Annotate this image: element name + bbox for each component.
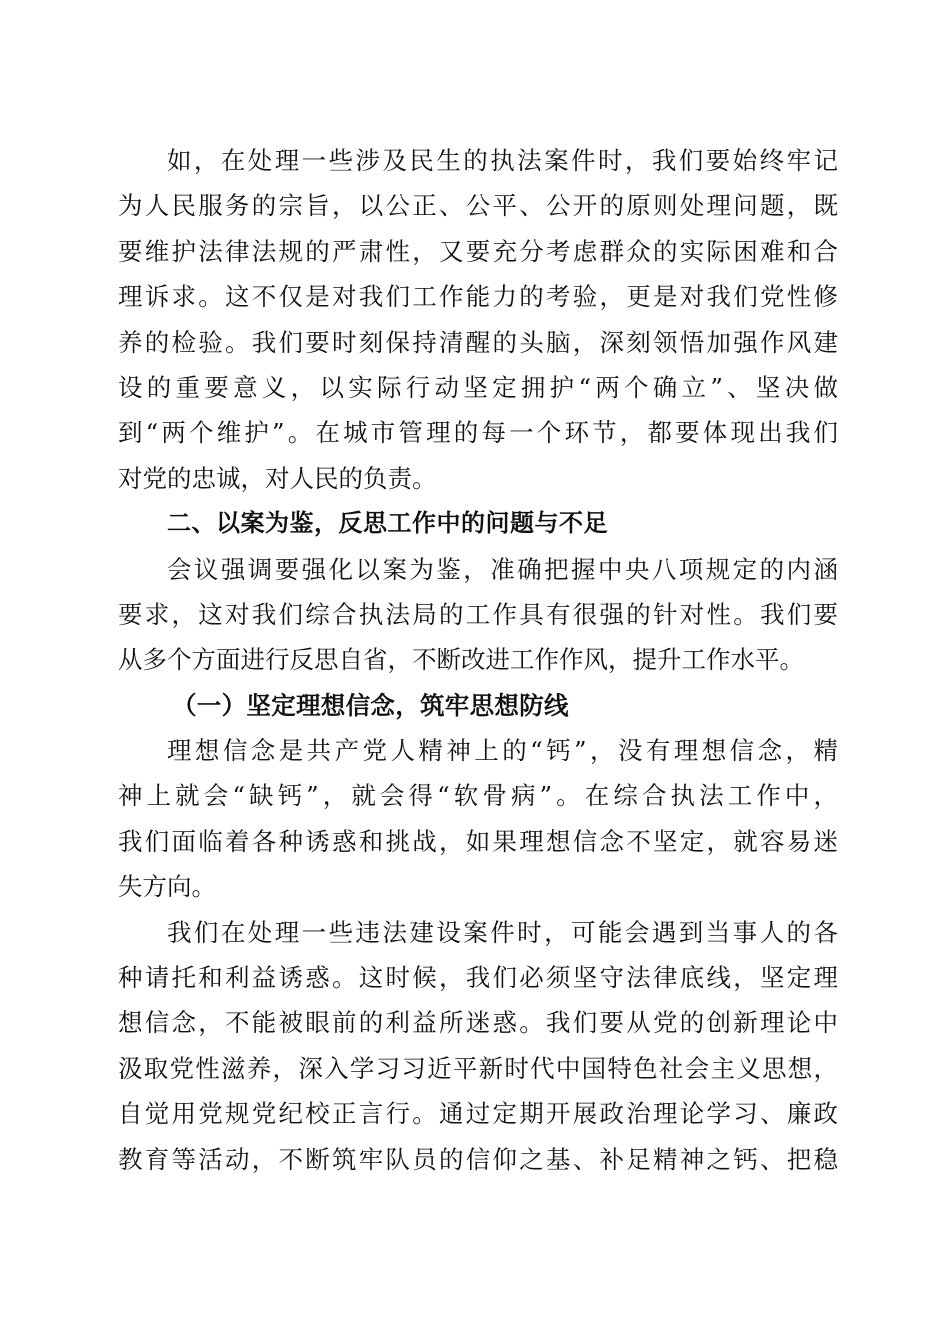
text-line: 为人民服务的宗旨，以公正、公平、公开的原则处理问题，既 — [118, 191, 838, 221]
text-line: 我们在处理一些违法建设案件时，可能会遇到当事人的各 — [167, 917, 838, 947]
text-line: 到“两个维护”。在城市管理的每一个环节，都要体现出我们 — [118, 418, 838, 448]
text-line: 汲取党性滋养，深入学习习近平新时代中国特色社会主义思想， — [118, 1053, 838, 1083]
text-line: 设的重要意义，以实际行动坚定拥护“两个确立”、坚决做 — [118, 372, 838, 402]
text-line: 我们面临着各种诱惑和挑战，如果理想信念不坚定，就容易迷 — [118, 826, 838, 856]
text-line: 对党的忠诚，对人民的负责。 — [118, 463, 437, 493]
paragraph-3 — [118, 728, 838, 910]
document-page — [118, 138, 838, 1182]
text-line: 自觉用党规党纪校正言行。通过定期开展政治理论学习、廉政 — [118, 1099, 838, 1129]
text-line: 养的检验。我们要时刻保持清醒的头脑，深刻领悟加强作风建 — [118, 327, 838, 357]
section-heading: 二、以案为鉴，反思工作中的问题与不足 — [167, 509, 608, 538]
paragraph-2 — [118, 547, 838, 683]
text-line: 理诉求。这不仅是对我们工作能力的考验，更是对我们党性修 — [118, 282, 838, 312]
paragraph-1 — [118, 138, 838, 501]
text-line: 会议强调要强化以案为鉴，准确把握中央八项规定的内涵 — [167, 554, 838, 584]
text-line: 如，在处理一些涉及民生的执法案件时，我们要始终牢记 — [167, 146, 838, 175]
text-line: 想信念，不能被眼前的利益所迷惑。我们要从党的创新理论中 — [118, 1008, 838, 1038]
paragraph-4 — [118, 910, 838, 1182]
text-line: 失方向。 — [118, 872, 216, 902]
text-line: 种请托和利益诱惑。这时候，我们必须坚守法律底线，坚定理 — [118, 963, 838, 993]
text-line: 理想信念是共产党人精神上的“钙”，没有理想信念，精 — [167, 736, 838, 766]
text-line: 神上就会“缺钙”，就会得“软骨病”。在综合执法工作中， — [118, 781, 838, 811]
text-line: 从多个方面进行反思自省，不断改进工作作风，提升工作水平。 — [118, 645, 804, 675]
text-line: 要求，这对我们综合执法局的工作具有很强的针对性。我们要 — [118, 599, 838, 629]
text-line: 要维护法律法规的严肃性，又要充分考虑群众的实际困难和合 — [118, 236, 838, 266]
text-line: 教育等活动，不断筑牢队员的信仰之基、补足精神之钙、把稳 — [118, 1144, 838, 1174]
subsection-heading: （一）坚定理想信念，筑牢思想防线 — [172, 690, 569, 720]
